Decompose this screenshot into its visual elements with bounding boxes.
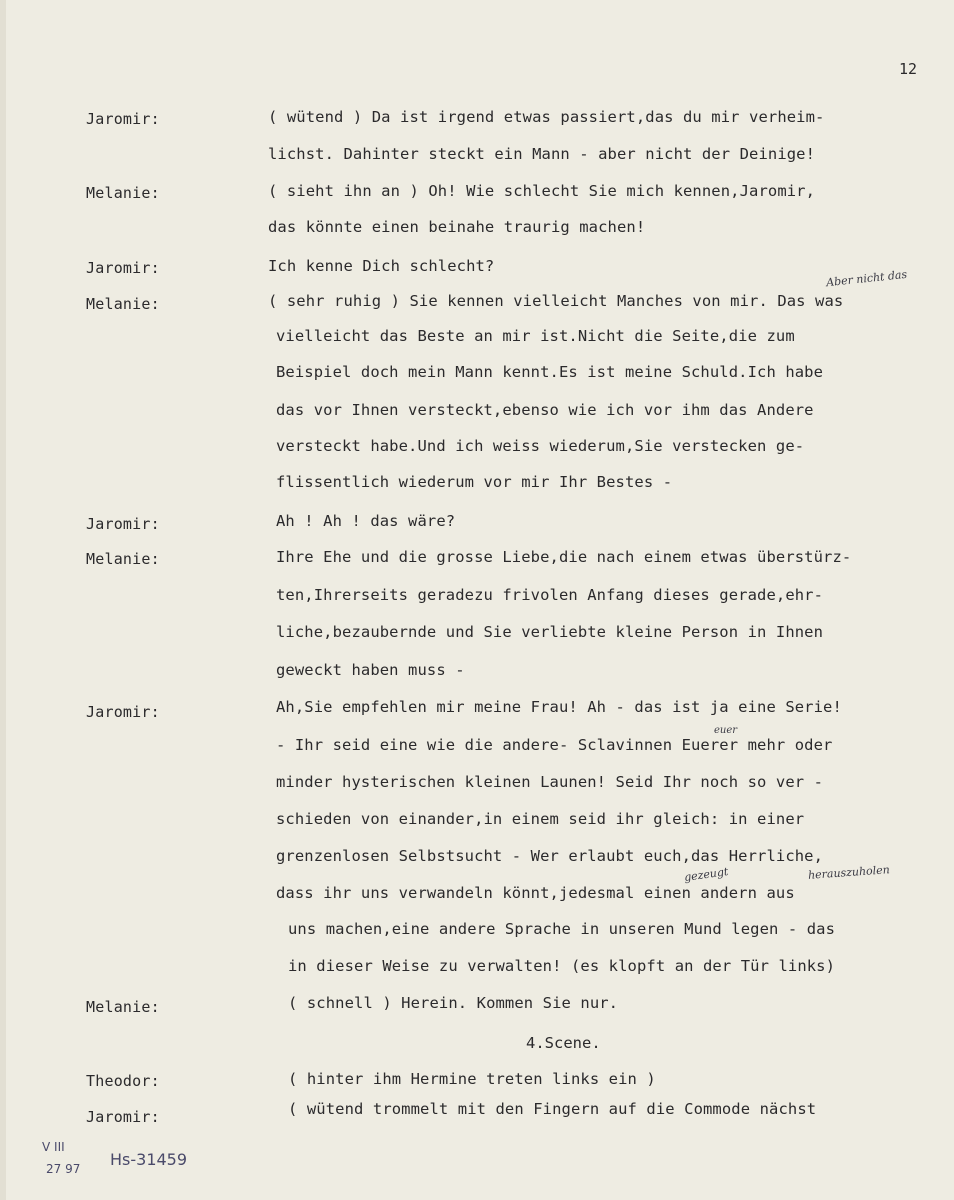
dialogue-line: minder hysterischen kleinen Launen! Seid Ihr noch so ver - <box>276 773 824 791</box>
dialogue-line: Ihre Ehe und die grosse Liebe,die nach einem etwas überstürz- <box>276 548 852 566</box>
handwritten-note: herauszuholen <box>807 863 891 882</box>
dialogue-line: Ich kenne Dich schlecht? <box>268 257 495 275</box>
dialogue-line: ( schnell ) Herein. Kommen Sie nur. <box>288 994 619 1012</box>
archive-roman: V III <box>42 1140 65 1154</box>
dialogue-line: Ah ! Ah ! das wäre? <box>276 512 456 530</box>
speaker-label: Jaromir: <box>86 110 160 128</box>
dialogue-line: ten,Ihrerseits geradezu frivolen Anfang dieses gerade,ehr- <box>276 586 824 604</box>
archive-numbers: 27 97 <box>46 1162 81 1176</box>
dialogue-line: schieden von einander,in einem seid ihr gleich: in einer <box>276 810 805 828</box>
dialogue-line: grenzenlosen Selbstsucht - Wer erlaubt euch,das Herrliche, <box>276 847 824 865</box>
dialogue-line: Ah,Sie empfehlen mir meine Frau! Ah - das ist ja eine Serie! <box>276 698 842 716</box>
dialogue-line: uns machen,eine andere Sprache in unseren Mund legen - das <box>288 920 836 938</box>
dialogue-line: in dieser Weise zu verwalten! (es klopft an der Tür links) <box>288 957 836 975</box>
dialogue-line: flissentlich wiederum vor mir Ihr Bestes - <box>276 473 673 491</box>
dialogue-line: versteckt habe.Und ich weiss wiederum,Sie verstecken ge- <box>276 437 805 455</box>
dialogue-line: das vor Ihnen versteckt,ebenso wie ich vor ihm das Andere <box>276 401 814 419</box>
dialogue-line: geweckt haben muss - <box>276 661 465 679</box>
dialogue-line: dass ihr uns verwandeln könnt,jedesmal einen andern aus <box>276 884 795 902</box>
speaker-label: Jaromir: <box>86 515 160 533</box>
stage-direction: ( hinter ihm Hermine treten links ein ) <box>288 1070 656 1088</box>
dialogue-line: lichst. Dahinter steckt ein Mann - aber nicht der Deinige! <box>268 145 816 163</box>
handwritten-note: gezeugt <box>683 864 730 885</box>
speaker-label: Melanie: <box>86 184 160 202</box>
dialogue-line: ( sieht ihn an ) Oh! Wie schlecht Sie mich kennen,Jaromir, <box>268 182 816 200</box>
dialogue-line: ( sehr ruhig ) Sie kennen vielleicht Manches von mir. Das was <box>268 292 844 310</box>
speaker-label: Jaromir: <box>86 259 160 277</box>
dialogue-line: Beispiel doch mein Mann kennt.Es ist meine Schuld.Ich habe <box>276 363 824 381</box>
speaker-label: Melanie: <box>86 550 160 568</box>
dialogue-line: ( wütend ) Da ist irgend etwas passiert,das du mir verheim- <box>268 108 825 126</box>
speaker-label: Jaromir: <box>86 1108 160 1126</box>
dialogue-line: liche,bezaubernde und Sie verliebte kleine Person in Ihnen <box>276 623 824 641</box>
speaker-label: Jaromir: <box>86 703 160 721</box>
speaker-label: Melanie: <box>86 998 160 1016</box>
speaker-label: Theodor: <box>86 1072 160 1090</box>
scene-heading: 4.Scene. <box>526 1034 601 1052</box>
stage-direction: ( wütend trommelt mit den Fingern auf die Commode nächst <box>288 1100 817 1118</box>
dialogue-line: vielleicht das Beste an mir ist.Nicht die Seite,die zum <box>276 327 795 345</box>
dialogue-line: - Ihr seid eine wie die andere- Sclavinnen Euerer mehr oder <box>276 736 833 754</box>
dialogue-line: das könnte einen beinahe traurig machen! <box>268 218 646 236</box>
page-number: 12 <box>899 60 918 78</box>
archive-signature: Hs-31459 <box>110 1150 188 1169</box>
speaker-label: Melanie: <box>86 295 160 313</box>
handwritten-note: Aber nicht das <box>825 267 908 290</box>
handwritten-note: euer <box>714 725 738 736</box>
